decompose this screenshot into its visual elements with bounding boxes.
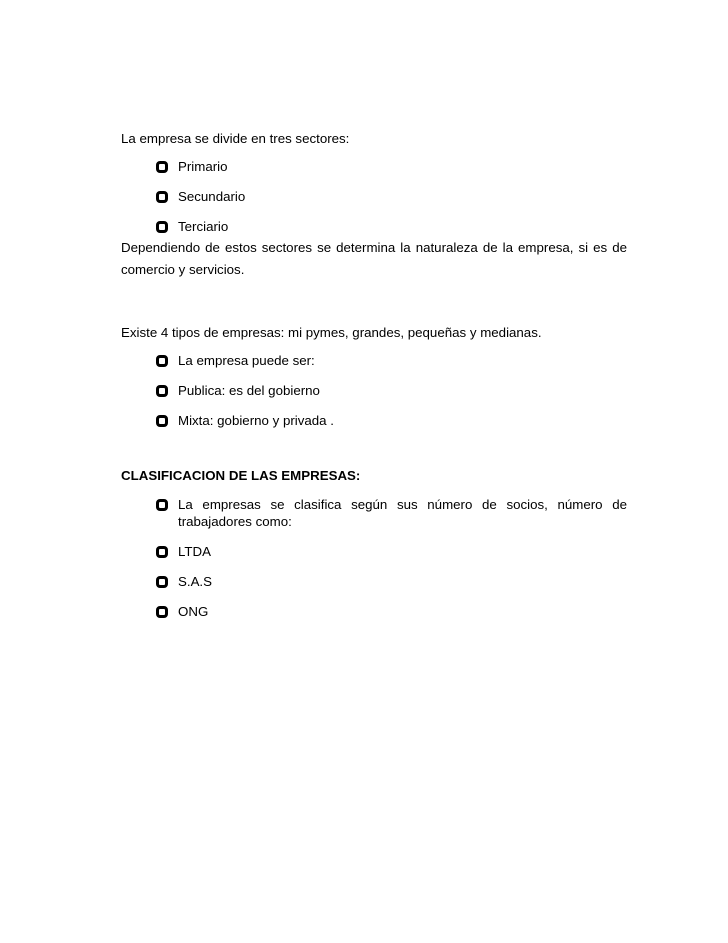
list-item-text: La empresas se clasifica según sus número de socios, número de trabajadores como: [178, 497, 627, 529]
list-item [121, 218, 627, 235]
sectors-intro: La empresa se divide en tres sectores: [121, 131, 350, 146]
bullet-icon [156, 385, 168, 397]
bullet-icon [156, 161, 168, 173]
types-intro: Existe 4 tipos de empresas: mi pymes, grandes, pequeñas y medianas. [121, 325, 542, 340]
list-item [121, 543, 627, 560]
bullet-icon [156, 221, 168, 233]
bullet-icon [156, 191, 168, 203]
sectors-list [121, 158, 627, 235]
list-item [121, 188, 627, 205]
bullet-icon [156, 415, 168, 427]
list-item [121, 352, 627, 369]
bullet-icon [156, 499, 168, 511]
list-item-text: LTDA [178, 544, 212, 559]
list-item [121, 573, 627, 590]
classification-list [121, 496, 627, 620]
list-item [121, 382, 627, 399]
classification-heading: CLASIFICACION DE LAS EMPRESAS: [121, 468, 361, 483]
sectors-closing: Dependiendo de estos sectores se determina la naturaleza de la empresa, si es de comercio y servicios. [121, 240, 627, 277]
list-item-text: Terciario [178, 219, 229, 234]
list-item-text: La empresa puede ser: [178, 353, 315, 368]
types-list [121, 352, 627, 429]
list-item [121, 496, 627, 530]
list-item [121, 158, 627, 175]
list-item-text: S.A.S [178, 574, 212, 589]
list-item-text: ONG [178, 604, 209, 619]
list-item-text: Primario [178, 159, 228, 174]
list-item [121, 412, 627, 429]
list-item-text: Mixta: gobierno y privada . [178, 413, 334, 428]
bullet-icon [156, 606, 168, 618]
document-body [121, 128, 627, 620]
bullet-icon [156, 576, 168, 588]
list-item-text: Publica: es del gobierno [178, 383, 320, 398]
bullet-icon [156, 355, 168, 367]
bullet-icon [156, 546, 168, 558]
list-item-text: Secundario [178, 189, 246, 204]
list-item [121, 603, 627, 620]
